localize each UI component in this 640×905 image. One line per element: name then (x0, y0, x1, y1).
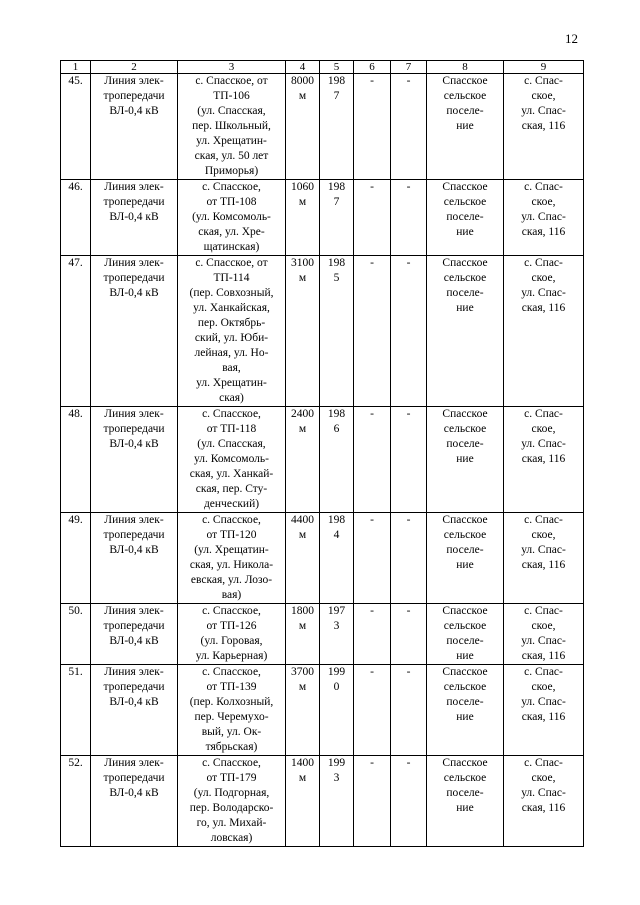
owner: Спасское сельское поселе- ние (427, 407, 504, 513)
object-length: 1800 м (286, 604, 320, 665)
object-name: Линия элек- тропередачи ВЛ-0,4 кВ (91, 604, 178, 665)
property-register-table (60, 60, 584, 847)
owner: Спасское сельское поселе- ние (427, 180, 504, 256)
table-row (61, 74, 584, 180)
col7-value: - (391, 256, 427, 407)
page-number: 12 (565, 31, 578, 46)
object-location: с. Спасское, от ТП-114 (пер. Совхозный, ул. Ханкайская, пер. Октябрь- ский, ул. Юби- лейная, ул. Но- вая, ул. Хрещатин- ская) (178, 256, 286, 407)
col-header-4: 4 (286, 61, 320, 74)
col7-value: - (391, 180, 427, 256)
owner: Спасское сельское поселе- ние (427, 513, 504, 604)
owner-address: с. Спас- ское, ул. Спас- ская, 116 (504, 513, 584, 604)
object-name: Линия элек- тропередачи ВЛ-0,4 кВ (91, 74, 178, 180)
owner: Спасское сельское поселе- ние (427, 756, 504, 847)
col7-value: - (391, 407, 427, 513)
commission-year: 198 5 (320, 256, 354, 407)
object-length: 2400 м (286, 407, 320, 513)
object-name: Линия элек- тропередачи ВЛ-0,4 кВ (91, 180, 178, 256)
object-name: Линия элек- тропередачи ВЛ-0,4 кВ (91, 665, 178, 756)
col-header-6: 6 (354, 61, 391, 74)
col7-value: - (391, 665, 427, 756)
table-row (61, 604, 584, 665)
col6-value: - (354, 74, 391, 180)
owner-address: с. Спас- ское, ул. Спас- ская, 116 (504, 180, 584, 256)
object-location: с. Спасское, от ТП-118 (ул. Спасская, ул. Комсомоль- ская, ул. Ханкай- ская, пер. Сту- денческий) (178, 407, 286, 513)
table-row (61, 180, 584, 256)
column-number-header (61, 61, 584, 74)
commission-year: 199 3 (320, 756, 354, 847)
col6-value: - (354, 256, 391, 407)
object-location: с. Спасское, от ТП-120 (ул. Хрещатин- ская, ул. Никола- евская, ул. Лозо- вая) (178, 513, 286, 604)
object-length: 3100 м (286, 256, 320, 407)
col7-value: - (391, 513, 427, 604)
owner: Спасское сельское поселе- ние (427, 256, 504, 407)
table-row (61, 256, 584, 407)
table-row (61, 513, 584, 604)
owner-address: с. Спас- ское, ул. Спас- ская, 116 (504, 665, 584, 756)
object-name: Линия элек- тропередачи ВЛ-0,4 кВ (91, 407, 178, 513)
col-header-7: 7 (391, 61, 427, 74)
owner-address: с. Спас- ское, ул. Спас- ская, 116 (504, 604, 584, 665)
owner-address: с. Спас- ское, ул. Спас- ская, 116 (504, 74, 584, 180)
row-number: 50. (61, 604, 91, 665)
commission-year: 198 7 (320, 180, 354, 256)
col-header-9: 9 (504, 61, 584, 74)
row-number: 46. (61, 180, 91, 256)
owner: Спасское сельское поселе- ние (427, 665, 504, 756)
col6-value: - (354, 513, 391, 604)
col-header-3: 3 (178, 61, 286, 74)
owner-address: с. Спас- ское, ул. Спас- ская, 116 (504, 407, 584, 513)
object-name: Линия элек- тропередачи ВЛ-0,4 кВ (91, 756, 178, 847)
commission-year: 198 7 (320, 74, 354, 180)
object-location: с. Спасское, от ТП-139 (пер. Колхозный, пер. Черемухо- вый, ул. Ок- тябрьская) (178, 665, 286, 756)
owner-address: с. Спас- ское, ул. Спас- ская, 116 (504, 756, 584, 847)
table-row (61, 665, 584, 756)
col7-value: - (391, 604, 427, 665)
col6-value: - (354, 756, 391, 847)
object-length: 1400 м (286, 756, 320, 847)
row-number: 47. (61, 256, 91, 407)
commission-year: 197 3 (320, 604, 354, 665)
object-length: 8000 м (286, 74, 320, 180)
table-row (61, 407, 584, 513)
row-number: 48. (61, 407, 91, 513)
col-header-5: 5 (320, 61, 354, 74)
row-number: 45. (61, 74, 91, 180)
col6-value: - (354, 407, 391, 513)
object-location: с. Спасское, от ТП-106 (ул. Спасская, пер. Школьный, ул. Хрещатин- ская, ул. 50 лет Приморья) (178, 74, 286, 180)
object-length: 4400 м (286, 513, 320, 604)
object-name: Линия элек- тропередачи ВЛ-0,4 кВ (91, 256, 178, 407)
col6-value: - (354, 180, 391, 256)
commission-year: 199 0 (320, 665, 354, 756)
commission-year: 198 6 (320, 407, 354, 513)
object-location: с. Спасское, от ТП-126 (ул. Горовая, ул. Карьерная) (178, 604, 286, 665)
object-location: с. Спасское, от ТП-179 (ул. Подгорная, пер. Володарско- го, ул. Михай- ловская) (178, 756, 286, 847)
col-header-1: 1 (61, 61, 91, 74)
col7-value: - (391, 74, 427, 180)
table-row (61, 756, 584, 847)
owner-address: с. Спас- ское, ул. Спас- ская, 116 (504, 256, 584, 407)
row-number: 52. (61, 756, 91, 847)
object-name: Линия элек- тропередачи ВЛ-0,4 кВ (91, 513, 178, 604)
owner: Спасское сельское поселе- ние (427, 74, 504, 180)
owner: Спасское сельское поселе- ние (427, 604, 504, 665)
col6-value: - (354, 604, 391, 665)
object-length: 1060 м (286, 180, 320, 256)
col7-value: - (391, 756, 427, 847)
col6-value: - (354, 665, 391, 756)
col-header-8: 8 (427, 61, 504, 74)
object-length: 3700 м (286, 665, 320, 756)
object-location: с. Спасское, от ТП-108 (ул. Комсомоль- ская, ул. Хре- щатинская) (178, 180, 286, 256)
row-number: 49. (61, 513, 91, 604)
commission-year: 198 4 (320, 513, 354, 604)
col-header-2: 2 (91, 61, 178, 74)
row-number: 51. (61, 665, 91, 756)
